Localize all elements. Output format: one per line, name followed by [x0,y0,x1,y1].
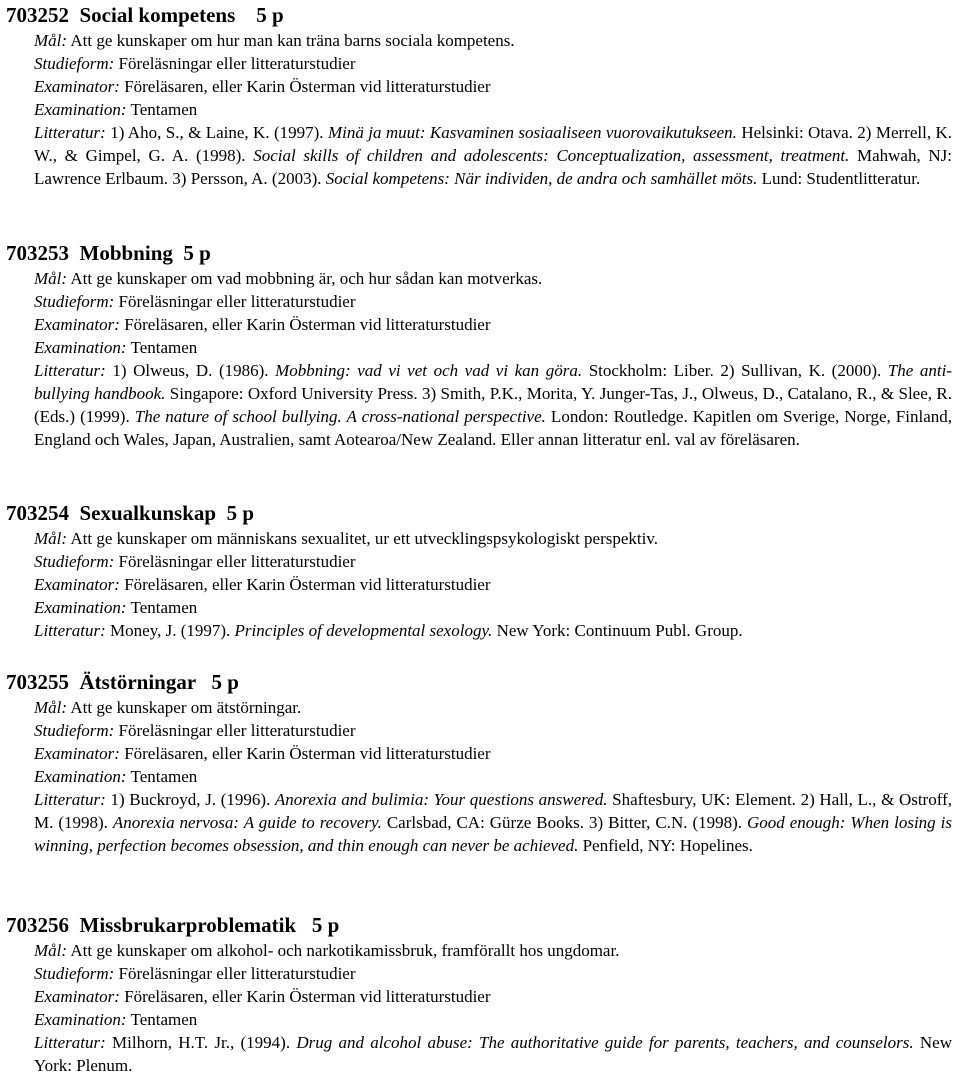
study-form-label: Studieform: [34,552,115,571]
study-form-label: Studieform: [34,964,115,983]
goal-label: Mål: [34,31,68,50]
literature-label: Litteratur: [34,1033,106,1052]
examiner-label: Examinator: [34,315,120,334]
reference-title: Anorexia and bulimia: Your questions answered. [274,790,608,809]
examiner-text: Föreläsaren, eller Karin Österman vid litteraturstudier [124,575,491,594]
course-703252 [6,2,956,190]
examination-label: Examination: [34,338,127,357]
examiner-text: Föreläsaren, eller Karin Österman vid litteraturstudier [124,744,491,763]
course-703253 [6,240,956,451]
reference-text: 1) Aho, S., & Laine, K. (1997). [105,123,328,142]
study-form-row [34,719,952,742]
goal-row [34,939,952,962]
examiner-row [34,75,952,98]
examination-text: Tentamen [130,598,198,617]
course-heading: 703252 Social kompetens 5 p [6,3,284,27]
goal-row [34,527,952,550]
reference-text: Shaftesbury, UK: Element. 2) Hall, L., & Ostroff, M. (1998). [34,790,952,832]
reference-title: The anti-bullying handbook. [34,361,953,403]
course-heading: 703254 Sexualkunskap 5 p [6,501,255,525]
reference-text: Milhorn, H.T. Jr., (1994). [105,1033,297,1052]
reference-title: Mobbning: vad vi vet och vad vi kan göra. [275,361,583,380]
course-703255 [6,669,956,857]
examiner-text: Föreläsaren, eller Karin Österman vid litteraturstudier [124,77,491,96]
study-form-label: Studieform: [34,54,115,73]
reference-text: Money, J. (1997). [105,621,235,640]
examiner-row [34,313,952,336]
reference-title: The nature of school bullying. A cross-national perspective. [134,407,546,426]
examination-row [34,1008,952,1031]
course-heading: 703255 Ätstörningar 5 p [6,670,239,694]
study-form-label: Studieform: [34,292,115,311]
course-body [34,267,952,451]
goal-label: Mål: [34,698,68,717]
examiner-label: Examinator: [34,77,120,96]
reference-text: New York: Plenum. [34,1033,952,1075]
study-form-row [34,290,952,313]
course-703256 [6,912,956,1077]
examiner-text: Föreläsaren, eller Karin Österman vid litteraturstudier [124,987,491,1006]
literature-paragraph [34,1031,952,1077]
reference-title: Social skills of children and adolescents: Conceptualization, assessment, treatment. [253,146,850,165]
goal-row [34,29,952,52]
goal-text: Att ge kunskaper om vad mobbning är, och hur sådan kan motverkas. [70,269,543,288]
reference-text: Singapore: Oxford University Press. 3) Smith, P.K., Morita, Y. Junger-Tas, J., Olweus, D., Catalano, R., & Slee, R. (Eds.) (1999). [34,384,952,426]
reference-text: Mahwah, NJ: Lawrence Erlbaum. 3) Persson, A. (2003). [34,146,953,188]
literature-references [34,361,952,449]
study-form-label: Studieform: [34,721,115,740]
examination-label: Examination: [34,1010,127,1029]
goal-label: Mål: [34,941,68,960]
course-body [34,696,952,857]
course-703254 [6,500,956,642]
reference-text: New York: Continuum Publ. Group. [492,621,743,640]
reference-title: Anorexia nervosa: A guide to recovery. [112,813,382,832]
examiner-label: Examinator: [34,744,120,763]
study-form-text: Föreläsningar eller litteraturstudier [118,721,356,740]
goal-label: Mål: [34,529,68,548]
literature-label: Litteratur: [34,790,106,809]
examination-row [34,98,952,121]
reference-text: Stockholm: Liber. 2) Sullivan, K. (2000). [582,361,888,380]
literature-paragraph [34,359,952,451]
literature-label: Litteratur: [34,123,106,142]
literature-references [34,790,952,855]
literature-references [34,123,952,188]
reference-text: 1) Buckroyd, J. (1996). [105,790,275,809]
goal-text: Att ge kunskaper om hur man kan träna barns sociala kompetens. [70,31,515,50]
study-form-row [34,550,952,573]
reference-title: Social kompetens: När individen, de andra och samhället möts. [325,169,758,188]
study-form-text: Föreläsningar eller litteraturstudier [118,292,356,311]
examination-label: Examination: [34,767,127,786]
literature-references [106,621,743,640]
course-body [34,29,952,190]
goal-row [34,267,952,290]
reference-text: 1) Olweus, D. (1986). [105,361,276,380]
study-form-row [34,962,952,985]
goal-label: Mål: [34,269,68,288]
examination-text: Tentamen [130,767,198,786]
reference-title: Drug and alcohol abuse: The authoritative guide for parents, teachers, and counselors. [296,1033,914,1052]
literature-paragraph [34,788,952,857]
examiner-label: Examinator: [34,987,120,1006]
examiner-row [34,742,952,765]
examination-text: Tentamen [130,100,198,119]
goal-text: Att ge kunskaper om ätstörningar. [70,698,302,717]
reference-title: Principles of developmental sexology. [234,621,493,640]
examiner-label: Examinator: [34,575,120,594]
examination-label: Examination: [34,598,127,617]
examination-row [34,336,952,359]
literature-label: Litteratur: [34,361,106,380]
course-heading: 703253 Mobbning 5 p [6,241,211,265]
literature-paragraph [34,619,952,642]
examination-text: Tentamen [130,1010,198,1029]
examiner-text: Föreläsaren, eller Karin Österman vid litteraturstudier [124,315,491,334]
examination-row [34,765,952,788]
course-heading: 703256 Missbrukarproblematik 5 p [6,913,340,937]
goal-text: Att ge kunskaper om alkohol- och narkotikamissbruk, framförallt hos ungdomar. [70,941,620,960]
examination-row [34,596,952,619]
examiner-row [34,985,952,1008]
reference-text: Penfield, NY: Hopelines. [578,836,753,855]
goal-text: Att ge kunskaper om människans sexualitet, ur ett utvecklingspsykologiskt perspektiv. [70,529,659,548]
literature-label: Litteratur: [34,621,106,640]
goal-row [34,696,952,719]
study-form-row [34,52,952,75]
examiner-row [34,573,952,596]
literature-paragraph [34,121,952,190]
reference-title: Minä ja muut: Kasvaminen sosiaaliseen vuorovaikutukseen. [327,123,737,142]
reference-text: Carlsbad, CA: Gürze Books. 3) Bitter, C.N. (1998). [381,813,747,832]
literature-references [34,1033,952,1075]
examination-label: Examination: [34,100,127,119]
study-form-text: Föreläsningar eller litteraturstudier [118,552,356,571]
reference-text: Lund: Studentlitteratur. [757,169,921,188]
reference-text: London: Routledge. Kapitlen om Sverige, Norge, Finland, England och Wales, Japan, Australien, samt Aotearoa/New Zealand. Eller annan litteratur enl. val av föreläsaren. [34,407,952,449]
study-form-text: Föreläsningar eller litteraturstudier [118,964,356,983]
study-form-text: Föreläsningar eller litteraturstudier [118,54,356,73]
course-body [34,939,952,1077]
reference-text: Helsinki: Otava. 2) Merrell, K. W., & Gimpel, G. A. (1998). [34,123,953,165]
examination-text: Tentamen [130,338,198,357]
reference-title: Good enough: When losing is winning, perfection becomes obsession, and thin enough can never be achieved. [34,813,952,855]
course-body [34,527,952,642]
